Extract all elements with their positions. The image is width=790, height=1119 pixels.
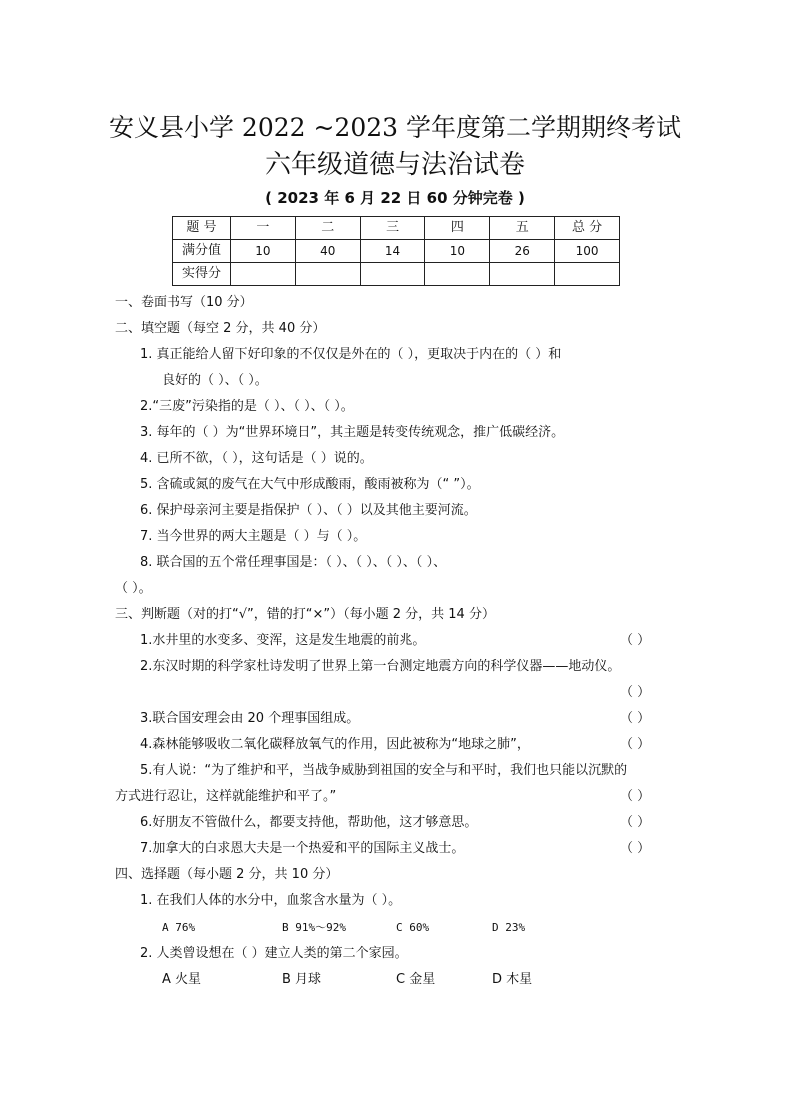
question-stem: 1. 在我们人体的水分中，血浆含水量为（ ）。 <box>140 893 402 908</box>
question-line: 5.有人说：“为了维护和平，当战争威胁到祖国的安全与和平时，我们也只能以沉默的 <box>140 763 628 778</box>
question-line: 7. 当今世界的两大主题是（ ）与（ ）。 <box>140 529 367 544</box>
table-cell: 26 <box>490 240 555 263</box>
answer-blank: （ ） <box>620 711 651 726</box>
row-label-question-number: 题 号 <box>173 217 231 240</box>
question-line: 5. 含硫或氮的废气在大气中形成酸雨，酸雨被称为（“ ”）。 <box>140 477 480 492</box>
row-label-full-score: 满分值 <box>173 240 231 263</box>
question-line: 良好的（ ）、（ ）。 <box>162 373 268 388</box>
section-heading-fill-blank: 二、填空题（每空 2 分，共 40 分） <box>115 321 326 336</box>
answer-blank: （ ） <box>620 737 651 752</box>
question-line: 3.联合国安理会由 20 个理事国组成。 <box>140 711 360 726</box>
question-line: 2.东汉时期的科学家杜诗发明了世界上第一台测定地震方向的科学仪器——地动仪。 <box>140 659 621 674</box>
score-entry-cell <box>555 263 620 286</box>
question-line: 1.水井里的水变多、变浑，这是发生地震的前兆。 <box>140 633 426 648</box>
choice-option: D 木星 <box>492 972 533 987</box>
column-header: 五 <box>490 217 555 240</box>
column-header: 三 <box>360 217 425 240</box>
table-row <box>173 217 620 240</box>
table-cell: 10 <box>425 240 490 263</box>
table-cell: 14 <box>360 240 425 263</box>
choice-option: A 火星 <box>162 972 202 987</box>
answer-blank: （ ） <box>620 815 651 830</box>
section-heading-handwriting: 一、卷面书写（10 分） <box>115 295 253 310</box>
section-heading-true-false: 三、判断题（对的打“√”，错的打“×”）（每小题 2 分，共 14 分） <box>115 607 495 622</box>
question-line: （ ）。 <box>115 581 152 596</box>
table-cell: 100 <box>555 240 620 263</box>
question-line: 8. 联合国的五个常任理事国是：（ ）、（ ）、（ ）、（ ）、 <box>140 555 447 570</box>
row-label-actual-score: 实得分 <box>173 263 231 286</box>
choice-option: B 月球 <box>282 972 322 987</box>
choice-option: C 60% <box>396 921 430 934</box>
table-row <box>173 263 620 286</box>
question-stem: 2. 人类曾设想在（ ）建立人类的第二个家园。 <box>140 946 408 961</box>
question-line: 7.加拿大的白求恩大夫是一个热爱和平的国际主义战士。 <box>140 841 465 856</box>
score-entry-cell <box>231 263 296 286</box>
exam-date-duration: ( 2023 年 6 月 22 日 60 分钟完卷 ) <box>265 189 525 207</box>
choice-option: C 金星 <box>396 972 436 987</box>
choice-option: D 23% <box>492 921 526 934</box>
exam-title: 安义县小学 2022 ~2023 学年度第二学期期终考试 <box>108 113 682 142</box>
exam-subtitle: 六年级道德与法治试卷 <box>264 150 525 180</box>
answer-blank: （ ） <box>620 841 651 856</box>
answer-blank: （ ） <box>620 633 651 648</box>
choice-option: A 76% <box>162 921 196 934</box>
answer-blank: （ ） <box>620 685 651 700</box>
answer-blank: （ ） <box>620 789 651 804</box>
score-table <box>172 216 620 286</box>
score-entry-cell <box>360 263 425 286</box>
question-line: 3. 每年的（ ）为“世界环境日”，其主题是转变传统观念，推广低碳经济。 <box>140 425 565 440</box>
section-heading-multiple-choice: 四、选择题（每小题 2 分，共 10 分） <box>115 867 339 882</box>
score-entry-cell <box>490 263 555 286</box>
score-entry-cell <box>425 263 490 286</box>
question-line: 6. 保护母亲河主要是指保护（ ）、（ ）以及其他主要河流。 <box>140 503 477 518</box>
column-header: 四 <box>425 217 490 240</box>
column-header: 一 <box>231 217 296 240</box>
question-line: 1. 真正能给人留下好印象的不仅仅是外在的（ ），更取决于内在的（ ）和 <box>140 347 562 362</box>
score-entry-cell <box>295 263 360 286</box>
question-line: 4.森林能够吸收二氧化碳释放氧气的作用，因此被称为“地球之肺”， <box>140 737 530 752</box>
question-line: 方式进行忍让，这样就能维护和平了。” <box>115 789 337 804</box>
question-line: 2.“三废”污染指的是（ ）、（ ）、（ ）。 <box>140 399 354 414</box>
question-line: 6.好朋友不管做什么，都要支持他，帮助他，这才够意思。 <box>140 815 478 830</box>
question-line: 4. 已所不欲，（ ），这句话是（ ）说的。 <box>140 451 373 466</box>
choice-option: B 91%～92% <box>282 921 346 934</box>
table-cell: 10 <box>231 240 296 263</box>
table-row <box>173 240 620 263</box>
table-cell: 40 <box>295 240 360 263</box>
column-header: 二 <box>295 217 360 240</box>
column-header-total: 总 分 <box>555 217 620 240</box>
